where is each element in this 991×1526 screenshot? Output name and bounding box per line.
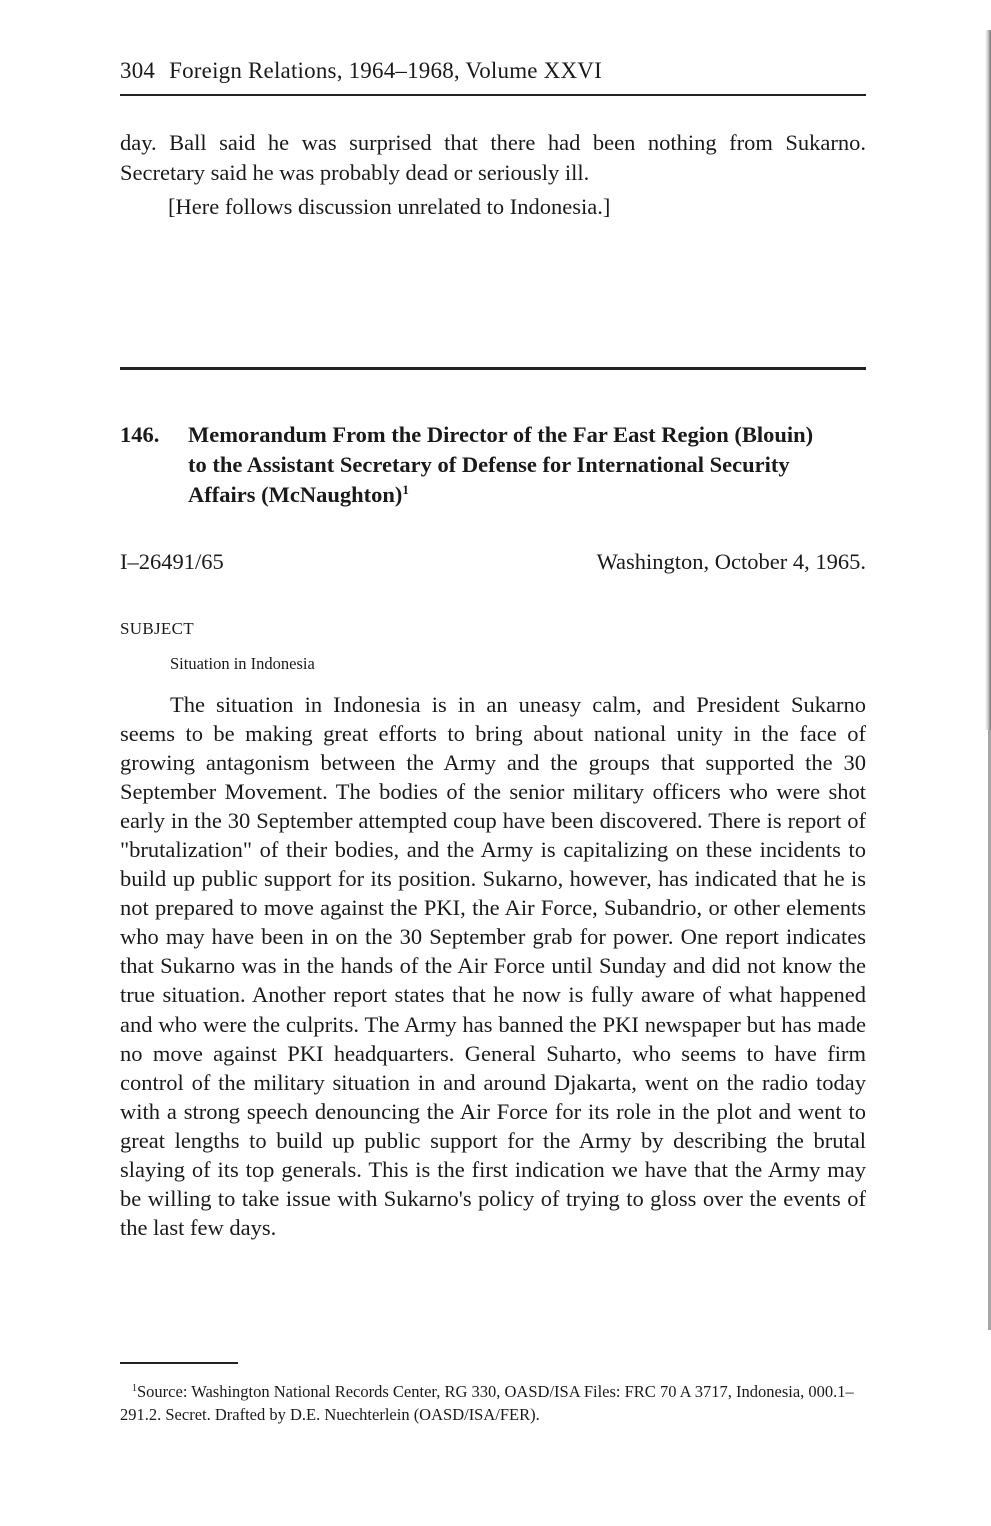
document-title-text: Memorandum From the Director of the Far East Region (Blouin) to the Assistant Secretary of Defense for International Security Affairs (McNaughton) [188,422,814,507]
scan-edge-shadow [985,30,991,730]
document-number: 146. [120,422,160,447]
section-divider [120,367,866,370]
editorial-note: [Here follows discussion unrelated to Indonesia.] [168,194,611,219]
header-rule [120,94,866,96]
continuation-paragraph: day. Ball said he was surprised that there had been nothing from Sukarno. Secretary said he was probably dead or seriously ill. [120,130,866,185]
footnote-rule [120,1362,238,1364]
running-title: Foreign Relations, 1964–1968, Volume XXVI [169,58,602,83]
footnote-marker: 1 [132,1383,137,1394]
body-paragraph: The situation in Indonesia is in an uneasy calm, and President Sukarno seems to be making great efforts to bring about national unity in the face of growing antagonism between the Army and the groups that supported the 30 September Movement. The bodies of the senior military officers who were shot early in the 30 September attempted coup have been discovered. There is report of "brutalization" of their bodies, and the Army is capitalizing on these incidents to build up public support for its position. Sukarno, however, has indicated that he is not prepared to move against the PKI, the Air Force, Subandrio, or other elements who may have been in on the 30 September grab for power. One report indicates that Sukarno was in the hands of the Air Force until Sunday and did not know the true situation. Another report states that he now is fully aware of what happened and who were the culprits. The Army has banned the PKI newspaper but has made no move against PKI headquarters. General Suharto, who seems to have firm control of the military situation in and around Djakarta, went on the radio today with a strong speech denouncing the Air Force for its role in the plot and went to great lengths to build up public support for the Army by describing the brutal slaying of its top generals. This is the first indication we have that the Army may be willing to take issue with Sukarno's policy of trying to gloss over the events of the last few days. [120,692,866,1240]
page-number: 304 [120,58,156,83]
title-footnote-marker: 1 [402,482,409,497]
document-id: I–26491/65 [120,549,224,574]
footnote [120,1380,866,1426]
subject-text: Situation in Indonesia [170,654,315,673]
document-place-date: Washington, October 4, 1965. [596,549,866,574]
footnote-text: Source: Washington National Records Center, RG 330, OASD/ISA Files: FRC 70 A 3717, Indonesia, 000.1–291.2. Secret. Drafted by D.E. Nuechterlein (OASD/ISA/FER). [120,1382,854,1424]
subject-label: SUBJECT [120,619,194,638]
document-title [188,420,828,510]
running-header [120,58,866,84]
